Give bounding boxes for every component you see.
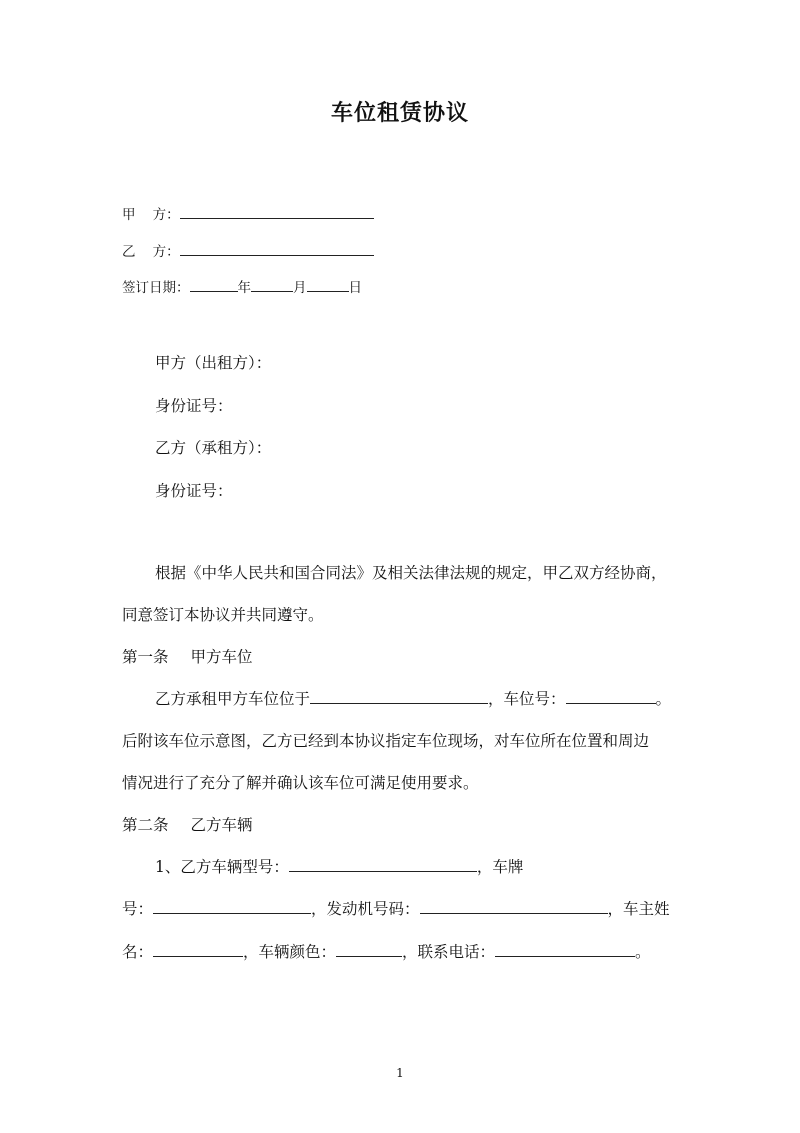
year-blank[interactable] [190, 277, 238, 292]
article-2-title: 乙方车辆 [190, 816, 253, 834]
party-a-label: 甲 方： [122, 207, 180, 223]
owner-name-label-start: ，车主姓 [607, 900, 670, 918]
intro-line-1: 根据《中华人民共和国合同法》及相关法律法规的规定，甲乙双方经协商， [155, 564, 667, 582]
article-1-heading [122, 645, 253, 667]
month-blank[interactable] [251, 277, 293, 292]
article-2-heading [122, 813, 253, 835]
owner-name-blank[interactable] [153, 942, 243, 957]
document-title: 车位租赁协议 [330, 101, 469, 126]
party-b-heading: 乙方（承租方）： [155, 439, 272, 457]
sign-date-label: 签订日期： [122, 280, 190, 296]
engine-number-label: ，发动机号码： [311, 900, 420, 918]
party-b-field [122, 240, 374, 260]
vehicle-color-label: ，车辆颜色： [243, 943, 337, 961]
location-blank[interactable] [310, 689, 488, 704]
page-number: 1 [396, 1066, 404, 1080]
party-a-field [122, 203, 374, 223]
party-a-heading: 甲方（出租方）： [155, 354, 272, 372]
plate-blank[interactable] [153, 899, 311, 914]
plate-label-start: ，车牌 [476, 858, 524, 876]
phone-blank[interactable] [495, 942, 635, 957]
sign-date-field [122, 276, 362, 296]
plate-label-end: 号： [122, 900, 154, 918]
article-1-number: 第一条 [122, 648, 169, 666]
period: 。 [635, 943, 651, 961]
phone-label: ，联系电话： [402, 943, 496, 961]
intro-line-2: 同意签订本协议并共同遵守。 [122, 606, 324, 624]
party-b-id: 身份证号： [155, 482, 233, 500]
article-2-line-3 [122, 940, 651, 962]
engine-number-blank[interactable] [420, 899, 608, 914]
vehicle-color-blank[interactable] [336, 942, 402, 957]
year-label: 年 [237, 280, 251, 296]
article-1-line-1 [155, 687, 671, 709]
day-label: 日 [348, 280, 362, 296]
space-number-label: ，车位号： [488, 690, 566, 708]
party-b-label: 乙 方： [122, 244, 180, 260]
location-label: 乙方承租甲方车位位于 [155, 690, 311, 708]
day-blank[interactable] [307, 277, 349, 292]
article-1-line-2: 后附该车位示意图，乙方已经到本协议指定车位现场，对车位所在位置和周边 [122, 732, 650, 750]
article-2-line-1 [155, 855, 523, 877]
space-number-blank[interactable] [566, 689, 656, 704]
vehicle-model-blank[interactable] [289, 857, 477, 872]
article-2-number: 第二条 [122, 816, 169, 834]
article-2-line-2 [122, 897, 670, 919]
vehicle-model-label: 1、乙方车辆型号： [155, 858, 289, 876]
owner-name-label-end: 名： [122, 943, 154, 961]
month-label: 月 [293, 280, 307, 296]
party-a-id: 身份证号： [155, 397, 233, 415]
article-1-line-3: 情况进行了充分了解并确认该车位可满足使用要求。 [122, 774, 479, 792]
party-b-blank[interactable] [180, 241, 374, 256]
period: 。 [655, 690, 672, 708]
party-a-blank[interactable] [180, 204, 374, 219]
article-1-title: 甲方车位 [190, 648, 253, 666]
